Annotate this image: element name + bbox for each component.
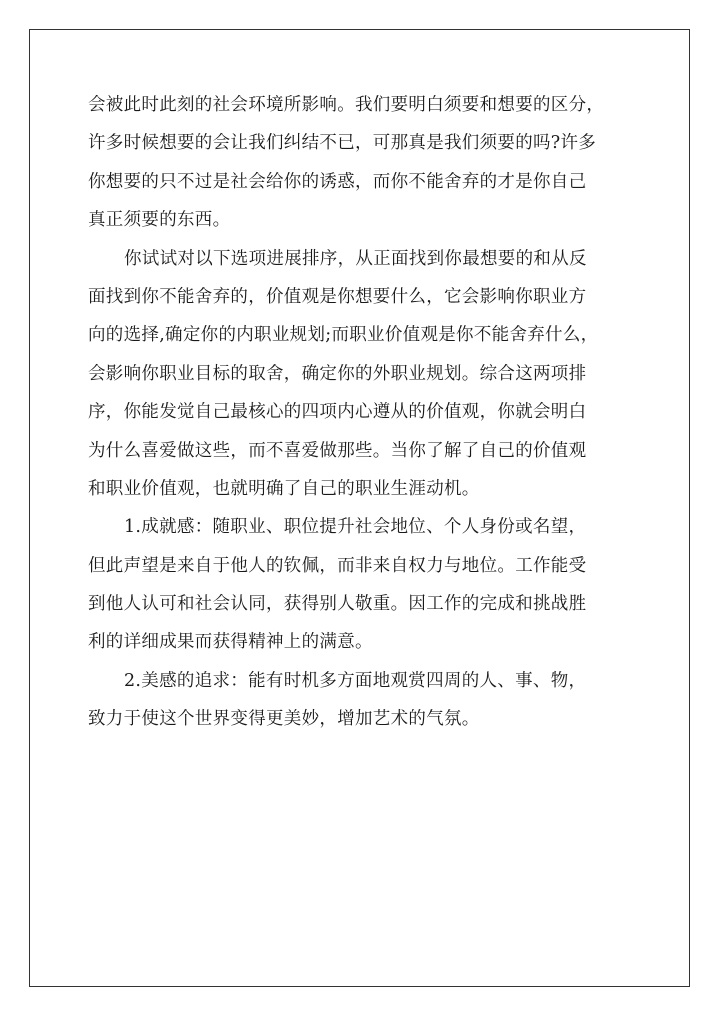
- list-item-aesthetics: [88, 662, 636, 739]
- text-line: 为什么喜爱做这些，而不喜爱做那些。当你了解了自己的价值观: [88, 440, 587, 461]
- text-line: 会影响你职业目标的取舍，确定你的外职业规划。综合这两项排: [88, 363, 587, 384]
- text-line: 1.成就感：随职业、职位提升社会地位、个人身份或名望，: [124, 517, 587, 538]
- list-item-achievement: [88, 508, 636, 662]
- text-line: 致力于使这个世界变得更美妙，增加艺术的气氛。: [88, 709, 480, 730]
- text-line: 和职业价值观，也就明确了自己的职业生涯动机。: [88, 478, 480, 499]
- text-line: 面找到你不能舍弃的，价值观是你想要什么，它会影响你职业方: [88, 286, 587, 307]
- text-line: 2.美感的追求：能有时机多方面地观赏四周的人、事、物，: [124, 670, 587, 691]
- text-line: 许多时候想要的会让我们纠结不已，可那真是我们须要的吗?许多: [88, 133, 597, 154]
- text-line: 你想要的只不过是社会给你的诱惑，而你不能舍弃的才是你自己: [88, 171, 587, 192]
- text-line: 向的选择,确定你的内职业规划;而职业价值观是你不能舍弃什么，: [88, 325, 599, 346]
- paragraph-1: [88, 86, 636, 240]
- text-line: 真正须要的东西。: [88, 210, 231, 231]
- text-line: 到他人认可和社会认同，获得别人敬重。因工作的完成和挑战胜: [88, 594, 587, 615]
- text-line: 会被此时此刻的社会环境所影响。我们要明白须要和想要的区分，: [88, 95, 605, 115]
- text-line: 序，你能发觉自己最核心的四项内心遵从的价值观，你就会明白: [88, 402, 587, 423]
- text-line: 你试试对以下选项进展排序，从正面找到你最想要的和从反: [124, 248, 587, 269]
- text-line: 利的详细成果而获得精神上的满意。: [88, 632, 373, 653]
- paragraph-2: [88, 240, 636, 509]
- document-body: [88, 86, 636, 739]
- text-line: 但此声望是来自于他人的钦佩，而非来自权力与地位。工作能受: [88, 555, 587, 576]
